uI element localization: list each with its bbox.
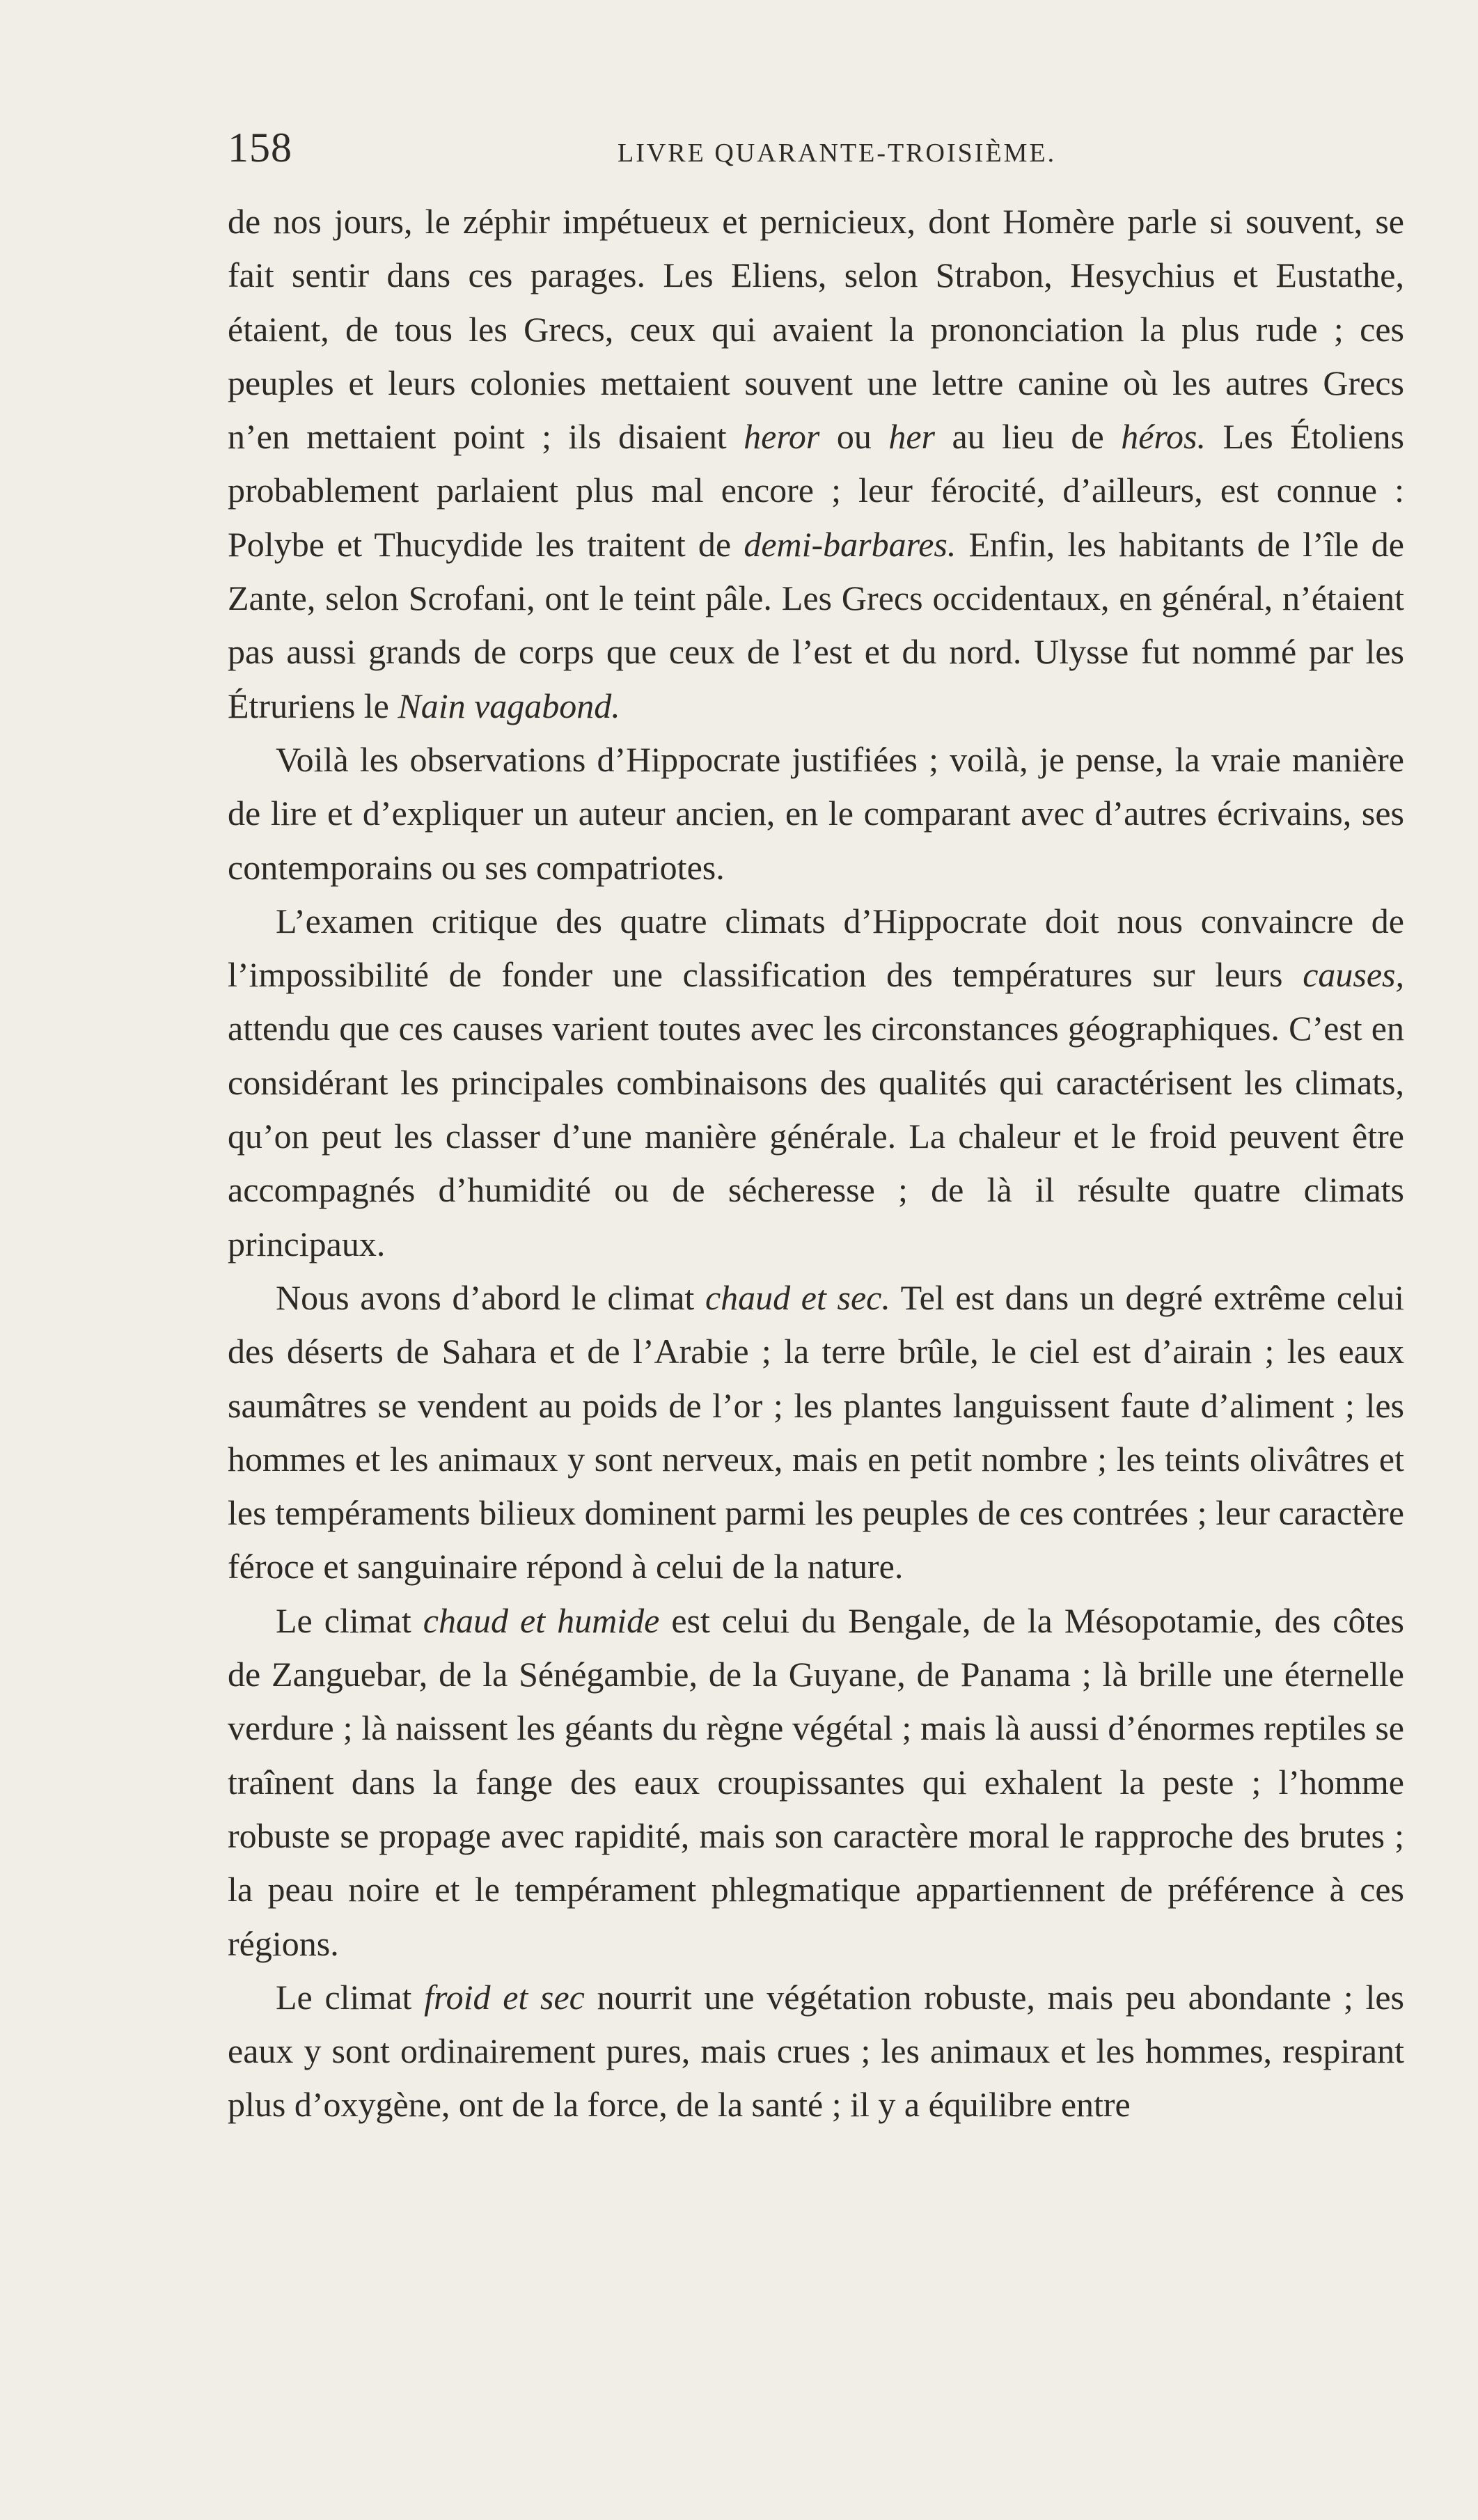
text-run: Enfin, les habitants de l’île de Zante, selon Scrofani, ont le teint pâle. Les Grecs occidentaux, en général, n’étaient pas aussi grands de corps que ceux de l’est et du nord. Ulysse fut nommé par les Étruriens le (228, 524, 1404, 725)
italic-run: chaud et humide (423, 1600, 660, 1640)
text-run: Tel est dans un degré extrême celui des déserts de Sahara et de l’Arabie ; la terre brûle, le ciel est d’airain ; les eaux saumâtres se vendent au poids de l’or ; les plantes languissent faute d’aliment ; les hommes et les animaux y sont nerveux, mais en petit nombre ; les teints olivâtres et les tempéraments bilieux dominent parmi les peuples de ces contrées ; leur caractère féroce et sanguinaire répond à celui de la nature. (228, 1277, 1405, 1586)
text-run: Le climat (276, 1977, 425, 2017)
italic-run: chaud et sec. (705, 1277, 890, 1317)
text-run: Nous avons d’abord le climat (276, 1277, 705, 1317)
running-head (228, 124, 1401, 180)
text-run: L’examen critique des quatre climats d’Hippocrate doit nous convaincre de l’impossibilité de fonder une classification des températures sur leurs (228, 901, 1404, 995)
running-title: LIVRE QUARANTE-TROISIÈME. (618, 139, 1057, 168)
paragraph-3 (228, 895, 1404, 1271)
italic-run: her (888, 417, 935, 457)
text-run: attendu que ces causes varient toutes avec les circonstances géographiques. C’est en considérant les principales combinaisons des qualités qui caractérisent les climats, qu’on peut les classer d’une manière générale. La chaleur et le froid peuvent être accompagnés d’humidité ou de sécheresse ; de là il résulte quatre climats principaux. (228, 1009, 1404, 1263)
text-run: au lieu de (934, 417, 1122, 457)
paragraph-5 (228, 1594, 1404, 1971)
italic-run: demi-barbares. (744, 524, 957, 564)
italic-run: heror (744, 417, 820, 457)
paragraph-1 (228, 195, 1404, 733)
paragraph-2 (228, 733, 1404, 895)
italic-run: Nain vagabond. (398, 686, 620, 725)
text-run: est celui du Bengale, de la Mésopotamie, des côtes de Zanguebar, de la Sénégambie, de la Guyane, de Panama ; là brille une éternelle verdure ; là naissent les géants du règne végétal ; mais là aussi d’énormes reptiles se traînent dans la fange des eaux croupissantes qui exhalent la peste ; l’homme robuste se propage avec rapidité, mais son caractère moral le rapproche des brutes ; la peau noire et le tempérament phlegmatique appartiennent de préférence à ces régions. (228, 1600, 1405, 1963)
page-number: 158 (228, 125, 292, 171)
body-text (228, 195, 1404, 2132)
paragraph-6 (228, 1971, 1404, 2132)
text-run: ou (819, 417, 889, 457)
text-run: Les Étoliens probablement parlaient plus mal encore ; leur férocité, d’ailleurs, est connue : Polybe et Thucydide les traitent de (228, 417, 1404, 564)
italic-run: froid et sec (424, 1977, 585, 2017)
paragraph-4 (228, 1271, 1404, 1594)
text-run: Voilà les observations d’Hippocrate justifiées ; voilà, je pense, la vraie manière de lire et d’expliquer un auteur ancien, en le comparant avec d’autres écrivains, ses contemporains ou ses compatriotes. (228, 739, 1404, 887)
italic-run: causes, (1303, 955, 1404, 995)
text-run: Le climat (276, 1600, 423, 1640)
italic-run: héros. (1121, 417, 1206, 457)
text-run: nourrit une végétation robuste, mais peu abondante ; les eaux y sont ordinairement pures, mais crues ; les animaux et les hommes, respirant plus d’oxygène, ont de la force, de la santé ; il y a équilibre entre (228, 1977, 1405, 2125)
text-run: de nos jours, le zéphir impétueux et pernicieux, dont Homère parle si souvent, se fait sentir dans ces parages. Les Eliens, selon Strabon, Hesychius et Eustathe, étaient, de tous les Grecs, ceux qui avaient la prononciation la plus rude ; ces peuples et leurs colonies mettaient souvent une lettre canine où les autres Grecs n’en mettaient point ; ils disaient (228, 202, 1404, 457)
